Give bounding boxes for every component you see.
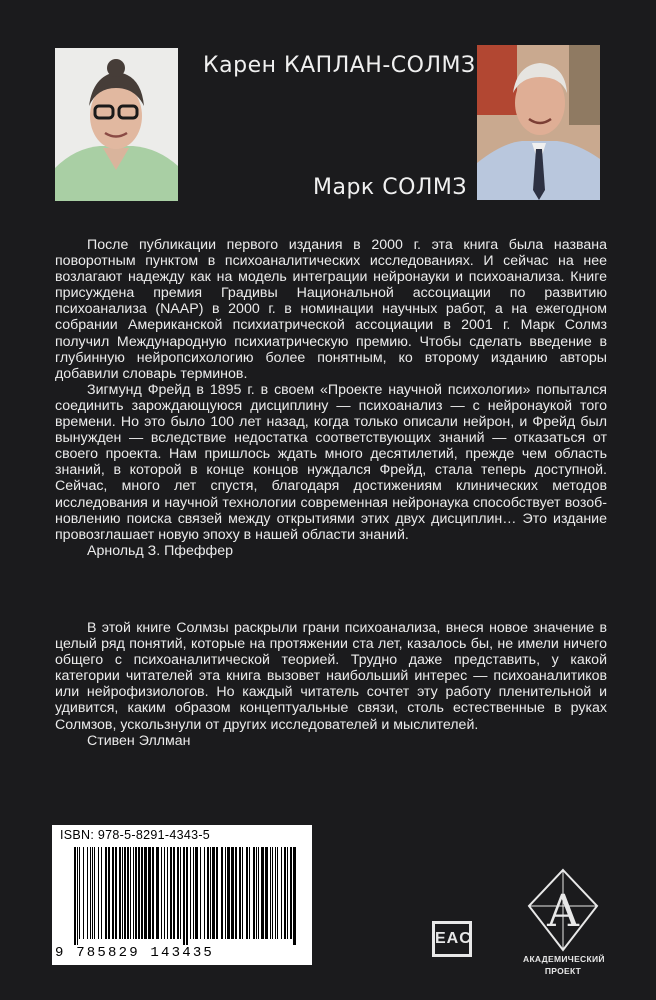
- barcode-bar: [212, 847, 215, 939]
- barcode-bar: [94, 847, 95, 939]
- barcode-bar: [167, 847, 168, 939]
- barcode-bar: [275, 847, 276, 939]
- signature-pfeffer: Арнольд З. Пфеффер: [87, 542, 233, 559]
- barcode-bar: [270, 847, 271, 939]
- barcode-bar: [265, 847, 268, 939]
- barcode-box: [52, 825, 312, 965]
- barcode-bar: [242, 847, 243, 939]
- publisher-logo: [523, 866, 603, 986]
- barcode-bar: [92, 847, 93, 939]
- barcode-bar: [127, 847, 129, 939]
- barcode-bar: [227, 847, 230, 939]
- barcode-bar: [293, 847, 296, 945]
- barcode-bar: [216, 847, 218, 939]
- barcode-bar: [173, 847, 175, 939]
- barcode-bar: [124, 847, 126, 939]
- barcode-bar: [290, 847, 292, 939]
- barcode-bar: [170, 847, 172, 939]
- barcode-bar: [74, 847, 76, 945]
- barcode-bar: [204, 847, 205, 939]
- barcode-bar: [210, 847, 211, 939]
- barcode-bar: [253, 847, 255, 939]
- author-karen-name: Карен КАПЛАН-СОЛМЗ: [203, 53, 476, 78]
- barcode-bar: [105, 847, 107, 939]
- barcode-bar: [200, 847, 201, 939]
- barcode-bar: [186, 847, 188, 945]
- barcode-bar: [190, 847, 191, 939]
- barcode-bar: [122, 847, 123, 939]
- barcode-bar: [98, 847, 99, 939]
- barcode-bar: [256, 847, 257, 939]
- barcode-bar: [90, 847, 91, 939]
- barcode-bar: [152, 847, 154, 939]
- barcode-bar: [83, 847, 84, 939]
- publisher-logo-letter: А: [546, 886, 580, 937]
- barcode-bar: [239, 847, 241, 939]
- eac-mark: EAC: [432, 921, 472, 957]
- publisher-name-line2: ПРОЕКТ: [544, 966, 582, 976]
- barcode-bar: [144, 847, 147, 939]
- barcode-bar: [108, 847, 110, 939]
- barcode-bar: [261, 847, 264, 939]
- barcode-bar: [225, 847, 226, 939]
- barcode-bar: [141, 847, 143, 939]
- barcode-bar: [249, 847, 250, 939]
- barcode-bar: [156, 847, 159, 939]
- karen-photo: [55, 48, 178, 201]
- barcode-bar: [258, 847, 259, 939]
- barcode-bar: [277, 847, 278, 939]
- mark-photo: [477, 45, 600, 200]
- barcode-bar: [79, 847, 80, 939]
- blurb-paragraph-1: После публикации первого издания в 2000 г. эта книга была названа поворотным пунктом в психоаналитических исследованиях. И сейчас на нее возлагают надежду как на модель интеграции нейронауки и психоанализа. Книге присуждена премия Градивы Национальной ассоциации по развитию психоанализа (NAAP) в 2000 г. в номинации научных работ, а на ежегодном собрании Американской психиатрической ассоциации в 2001 г. Марк Солмз получил Международную психиатрическую премию. Чтобы сделать введение в глубинную нейропсихологию более понятным, ко второму изданию авторы добавили словарь терминов.: [55, 237, 607, 382]
- barcode-bar: [183, 847, 185, 945]
- blurb-paragraph-2: Зигмунд Фрейд в 1895 г. в своем «Проекте научной психологии» попытался соединить зарождающуюся дисциплину — психоанализ — с нейронаукой того времени. Но это было 100 лет назад, когда только описали нейрон, и Фрейд был вынужден — вследствие недостатка соответствующих знаний — отказаться от своего проекта. Нам пришлось ждать много десятилетий, прежде чем область знаний, в которой в конце концов нуждался Фрейд, стала теперь доступной. Сейчас, много лет спустя, благодаря достижениям клинических методов исследования и научной технологии современная нейронаука способствует возобновлению поиска связей между открытиями этих двух дисциплин… Это издание провозглашает новую эпоху в нашей области знаний.: [55, 381, 607, 543]
- blurb-block-1: [55, 237, 607, 559]
- barcode-bar: [130, 847, 131, 939]
- isbn-text: ISBN: 978-5-8291-4343-5: [60, 828, 211, 842]
- barcode-bar: [221, 847, 223, 939]
- barcode-bar: [135, 847, 137, 939]
- blurb-paragraph-3: В этой книге Солмзы раскрыли грани психоанализа, внеся новое значение в целый ряд понятий, которые на протяжении ста лет, казалось бы, не имели ничего общего с психоаналитической теорией. Трудно даже представить, у какой категории читателей эта книга вызовет наибольший интерес — психоаналитиков или нейрофизиологов. Но каждый читатель сочтет эту работу пленительной и удивится, каким образом концептуальные связи, столь естественные в руках Солмзов, ускользнули от других исследователей и мыслителей.: [55, 620, 607, 733]
- barcode-bar: [180, 847, 181, 939]
- barcode-bar: [193, 847, 194, 939]
- publisher-name-line1: АКАДЕМИЧЕСКИЙ: [523, 954, 605, 964]
- barcode-bar: [231, 847, 234, 939]
- barcode-bar: [112, 847, 114, 939]
- barcode-bar: [115, 847, 117, 939]
- publisher-logo-icon: [523, 866, 603, 952]
- barcode-bar: [87, 847, 88, 939]
- barcode-bar: [177, 847, 179, 939]
- barcode-bar: [77, 847, 78, 945]
- barcode-bar: [235, 847, 237, 939]
- barcode-bar: [195, 847, 198, 939]
- barcode-bar: [281, 847, 282, 939]
- barcode-bar: [161, 847, 162, 939]
- signature-ellman: Стивен Эллман: [87, 732, 191, 749]
- barcode-bar: [164, 847, 165, 939]
- barcode-bar: [133, 847, 134, 939]
- blurb-block-2: [55, 620, 607, 749]
- barcode-bar: [207, 847, 209, 939]
- barcode-bar: [284, 847, 286, 939]
- barcode-bar: [287, 847, 288, 939]
- barcode-bar: [101, 847, 102, 939]
- barcode-bar: [138, 847, 140, 939]
- barcode-bar: [246, 847, 248, 939]
- barcode-bar: [148, 847, 151, 939]
- barcode-bar: [119, 847, 121, 939]
- barcode-bars: [74, 847, 300, 945]
- barcode-bar: [272, 847, 273, 939]
- ean-digits: 9 785829 143435: [55, 945, 215, 961]
- author-mark-name: Марк СОЛМЗ: [313, 175, 468, 200]
